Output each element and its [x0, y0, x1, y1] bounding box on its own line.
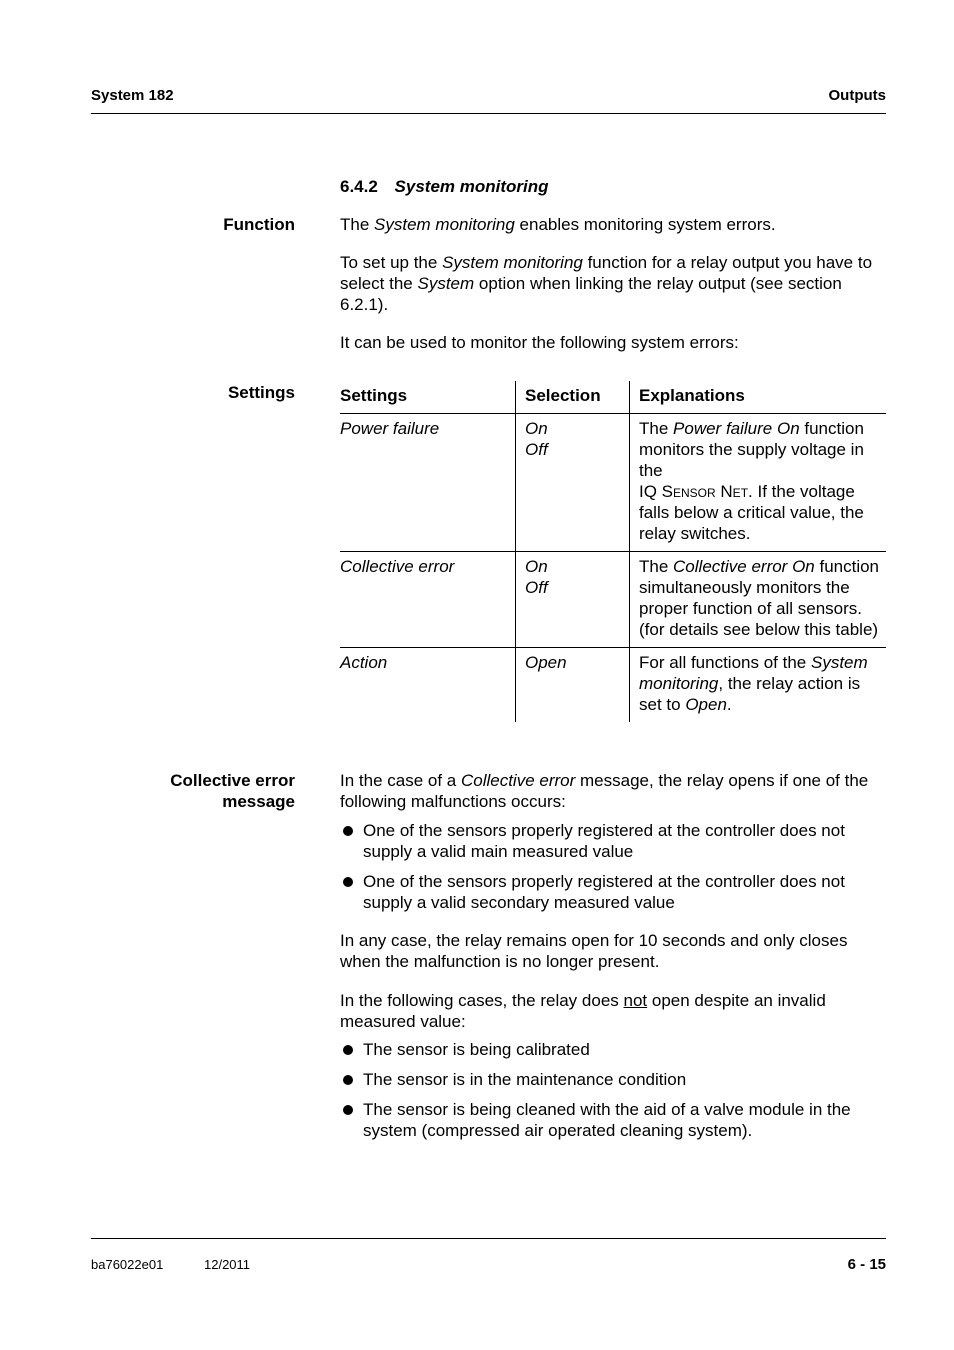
header-left: System 182 [91, 87, 174, 104]
table-header-selection: Selection [516, 381, 630, 414]
bullet-icon [343, 1045, 353, 1055]
setting-cell: Collective error [340, 552, 516, 648]
section-title-text: System monitoring [394, 177, 549, 196]
function-para-3: It can be used to monitor the following system errors: [340, 333, 739, 352]
section-number: 6.4.2 [340, 177, 378, 196]
bullet-icon [343, 826, 353, 836]
table-header-explanations: Explanations [630, 381, 887, 414]
collective-label: Collective error message [170, 771, 295, 811]
collective-para-2: In any case, the relay remains open for 10 seconds and only closes when the malfunction is no longer present. [340, 931, 848, 971]
settings-label: Settings [227, 383, 295, 402]
function-para-2: To set up the System monitoring function for a relay output you have to select the System option when linking the relay output (see section 6.2.1). [340, 253, 873, 314]
exception-list [340, 1039, 886, 1141]
header-rule [91, 113, 886, 114]
table-header-row [340, 381, 886, 414]
list-item: The sensor is being calibrated [340, 1039, 886, 1060]
malfunction-list [340, 820, 886, 913]
function-label: Function [223, 215, 295, 234]
selection-cell: On Off [516, 414, 630, 552]
list-item: One of the sensors properly registered at the controller does not supply a valid secondary measured value [340, 871, 886, 913]
bullet-icon [343, 1105, 353, 1115]
table-row [340, 552, 886, 648]
selection-cell: Open [516, 648, 630, 723]
page-number: 6 - 15 [847, 1256, 886, 1273]
header-right: Outputs [828, 87, 886, 104]
bullet-icon [343, 1075, 353, 1085]
footer-doc-id: ba76022e01 [91, 1257, 164, 1272]
explanation-cell: The Collective error On function simultaneously monitors the proper function of all sensors. (for details see below this table) [630, 552, 887, 648]
collective-body [340, 770, 886, 1141]
function-para-1: The System monitoring enables monitoring system errors. [340, 215, 776, 234]
explanation-cell: For all functions of the System monitoring, the relay action is set to Open. [630, 648, 887, 723]
setting-cell: Power failure [340, 414, 516, 552]
setting-cell: Action [340, 653, 388, 672]
list-item: The sensor is in the maintenance condition [340, 1069, 886, 1090]
settings-table [340, 381, 886, 722]
collective-para-1: In the case of a Collective error message, the relay opens if one of the following malfunctions occurs: [340, 771, 869, 811]
explanation-cell: The Power failure On function monitors the supply voltage in the IQ Sensor Net. If the voltage falls below a critical value, the relay switches. [630, 414, 887, 552]
section-title [340, 177, 549, 197]
table-header-settings: Settings [340, 381, 516, 414]
function-body [340, 214, 886, 353]
list-item: One of the sensors properly registered at the controller does not supply a valid main measured value [340, 820, 886, 862]
selection-cell: On Off [516, 552, 630, 648]
table-row [340, 648, 886, 723]
collective-para-3: In the following cases, the relay does not open despite an invalid measured value: [340, 991, 826, 1031]
footer-date: 12/2011 [204, 1257, 251, 1272]
list-item: The sensor is being cleaned with the aid of a valve module in the system (compressed air operated cleaning system). [340, 1099, 886, 1141]
bullet-icon [343, 877, 353, 887]
footer-rule [91, 1238, 886, 1239]
table-row [340, 414, 886, 552]
